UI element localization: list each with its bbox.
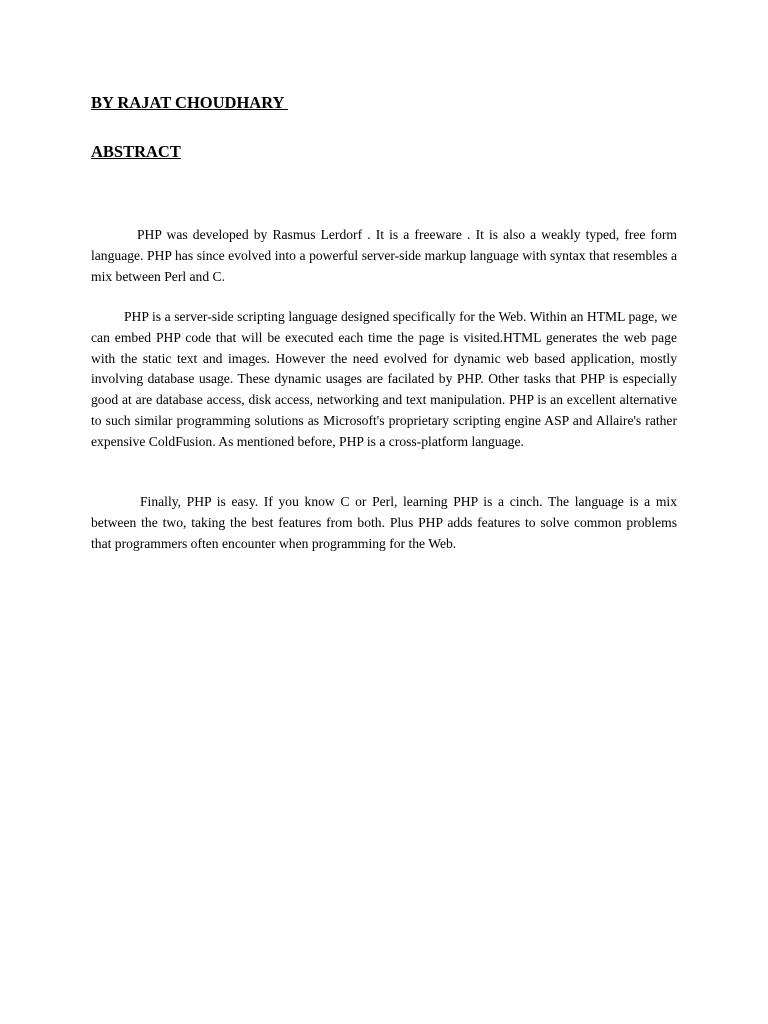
abstract-paragraph-3: Finally, PHP is easy. If you know C or Perl, learning PHP is a cinch. The language is a mix between the two, taking the best features from both. Plus PHP adds features to solve common problems that programmers often encounter when programming for the Web. (91, 494, 677, 551)
abstract-paragraph-1: PHP was developed by Rasmus Lerdorf . It is a freeware . It is also a weakly typed, free form language. PHP has since evolved into a powerful server-side markup language with syntax that resembles a mix between Perl and C. (91, 227, 677, 284)
abstract-paragraph-2: PHP is a server-side scripting language designed specifically for the Web. Within an HTML page, we can embed PHP code that will be executed each time the page is visited.HTML generates the web page with the static text and images. However the need evolved for dynamic web based application, mostly involving database usage. These dynamic usages are facilated by PHP. Other tasks that PHP is especially good at are database access, disk access, networking and text manipulation. PHP is an excellent alternative to such similar programming solutions as Microsoft's proprietary scripting engine ASP and Allaire's rather expensive ColdFusion. As mentioned before, PHP is a cross-platform language. (91, 309, 677, 449)
author-byline: BY RAJAT CHOUDHARY (91, 93, 288, 112)
abstract-heading: ABSTRACT (91, 142, 181, 161)
